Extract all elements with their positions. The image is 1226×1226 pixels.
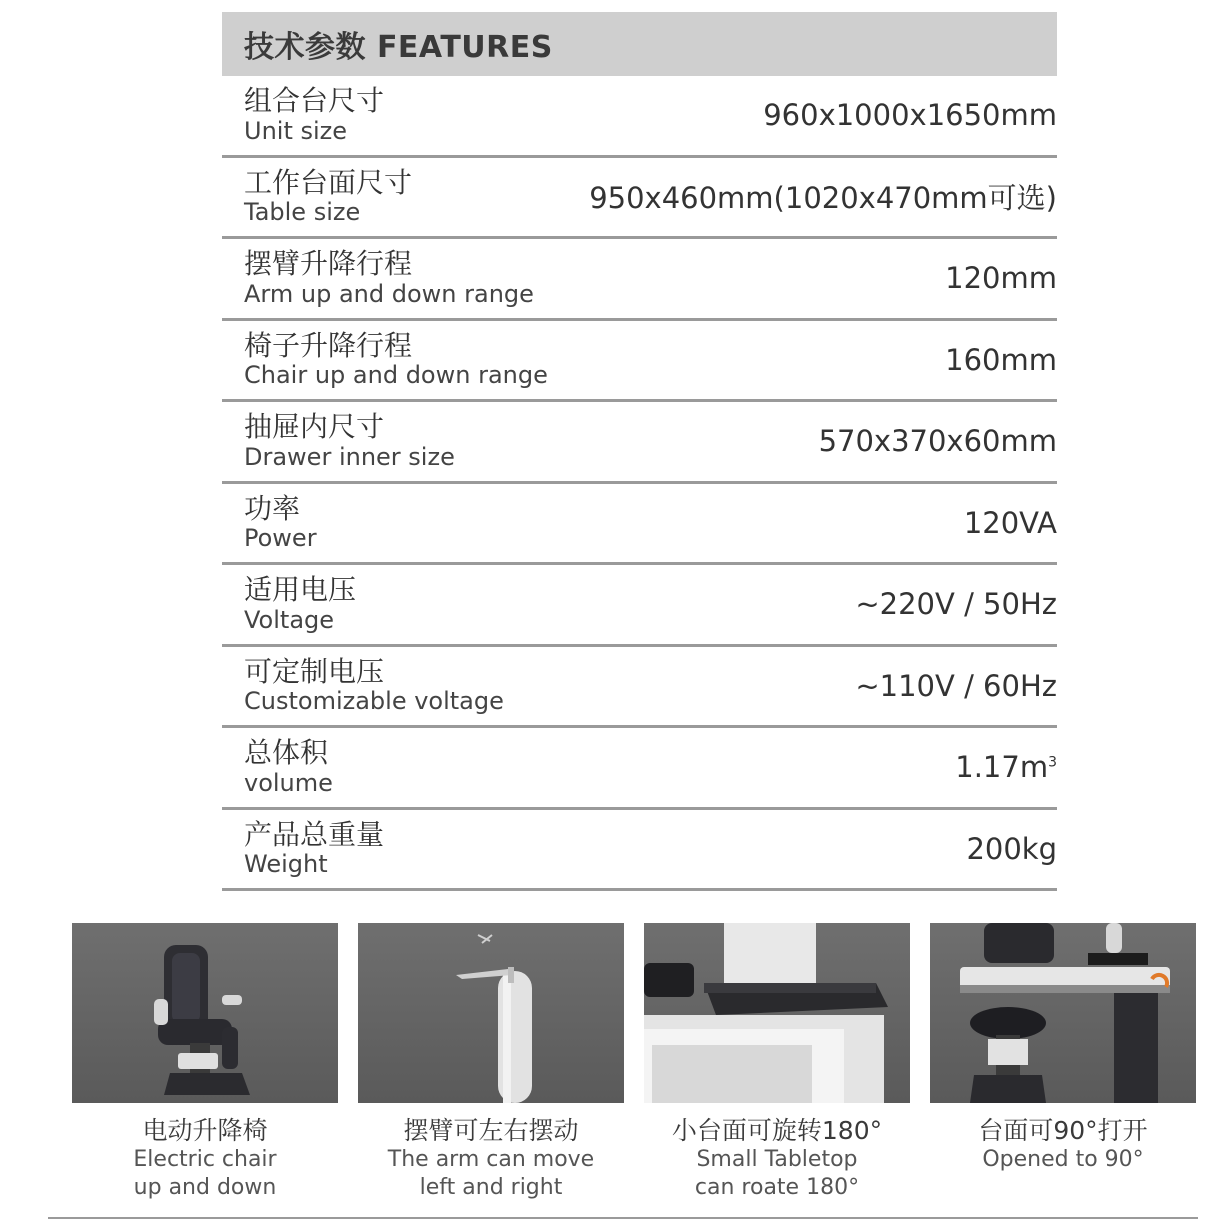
spec-label-cn: 功率 [244, 491, 301, 525]
spec-label [244, 330, 548, 390]
bottom-divider [48, 1217, 1198, 1219]
feature-desc-en: up and down [133, 1175, 277, 1201]
feature-electric-chair [72, 923, 338, 1203]
spec-row-power [222, 484, 1057, 566]
feature-title-cn: 台面可90°打开 [978, 1116, 1148, 1145]
spec-label-cn: 组合台尺寸 [244, 84, 385, 118]
feature-rotating-tabletop [644, 923, 910, 1203]
spec-label-cn: 抽屉内尺寸 [244, 410, 385, 444]
spec-label [244, 248, 534, 308]
spec-row-unit-size [222, 76, 1057, 158]
spec-row-custom-voltage [222, 647, 1057, 729]
spec-row-volume [222, 728, 1057, 810]
spec-value: 120mm [945, 261, 1057, 296]
spec-row-table-size [222, 158, 1057, 240]
feature-desc-en: The arm can move [387, 1146, 595, 1172]
spec-label-en: Weight [244, 850, 328, 879]
spec-label-cn: 摆臂升降行程 [244, 247, 413, 281]
spec-label [244, 819, 384, 879]
spec-label-cn: 适用电压 [244, 573, 357, 607]
spec-label [244, 411, 455, 471]
spec-label-cn: 产品总重量 [244, 817, 385, 851]
spec-label [244, 574, 356, 634]
workstation-illustration [930, 923, 1196, 1103]
spec-value [955, 750, 1057, 784]
spec-value-superscript: 3 [1048, 754, 1057, 771]
spec-value: ~220V / 50Hz [855, 587, 1057, 622]
feature-desc-en: can roate 180° [694, 1175, 860, 1201]
spec-row-weight [222, 810, 1057, 892]
spec-label-cn: 椅子升降行程 [244, 328, 413, 362]
spec-label-en: Power [244, 524, 317, 553]
spec-table [222, 12, 1057, 891]
spec-row-arm-range [222, 239, 1057, 321]
spec-label-en: Customizable voltage [244, 687, 504, 716]
spec-row-voltage [222, 565, 1057, 647]
feature-desc-en: left and right [419, 1175, 563, 1201]
spec-label-cn: 可定制电压 [244, 654, 385, 688]
table-open-photo [930, 923, 1196, 1103]
spec-label [244, 656, 504, 716]
spec-label-en: Drawer inner size [244, 442, 455, 471]
spec-label [244, 737, 333, 797]
feature-title-cn: 电动升降椅 [142, 1116, 268, 1145]
spec-label-en: Unit size [244, 116, 348, 145]
spec-value: 200kg [966, 831, 1057, 866]
spec-value: ~110V / 60Hz [855, 668, 1057, 703]
spec-label-en: Voltage [244, 605, 335, 634]
electric-chair-photo [72, 923, 338, 1103]
feature-desc-en: Electric chair [133, 1146, 277, 1172]
swing-arm-photo [358, 923, 624, 1103]
feature-desc-en: Opened to 90° [982, 1146, 1144, 1172]
feature-gallery [72, 923, 1196, 1203]
tabletop-illustration [644, 923, 910, 1103]
spec-label-en: volume [244, 768, 333, 797]
spec-value: 160mm [945, 342, 1057, 377]
spec-label-cn: 工作台面尺寸 [244, 165, 413, 199]
spec-label [244, 167, 412, 227]
spec-value: 950x460mm(1020x470mm可选) [589, 181, 1057, 216]
spec-value-main: 1.17m [955, 750, 1049, 785]
spec-label-en: Table size [244, 198, 361, 227]
spec-label-en: Chair up and down range [244, 361, 548, 390]
feature-table-open-90 [930, 923, 1196, 1174]
rotating-tabletop-photo [644, 923, 910, 1103]
spec-label-cn: 总体积 [244, 736, 329, 770]
arm-illustration [358, 923, 624, 1103]
spec-value: 120VA [963, 505, 1057, 540]
spec-label [244, 85, 384, 145]
feature-swing-arm [358, 923, 624, 1203]
feature-desc-en: Small Tabletop [696, 1146, 858, 1172]
spec-table-title: 技术参数 FEATURES [222, 12, 1057, 76]
spec-label [244, 493, 317, 553]
spec-value: 960x1000x1650mm [763, 98, 1057, 133]
feature-title-cn: 小台面可旋转180° [671, 1116, 883, 1145]
feature-title-cn: 摆臂可左右摆动 [403, 1116, 579, 1145]
spec-label-en: Arm up and down range [244, 279, 534, 308]
spec-row-chair-range [222, 321, 1057, 403]
spec-value: 570x370x60mm [818, 424, 1057, 459]
spec-row-drawer-size [222, 402, 1057, 484]
chair-illustration [72, 923, 338, 1103]
